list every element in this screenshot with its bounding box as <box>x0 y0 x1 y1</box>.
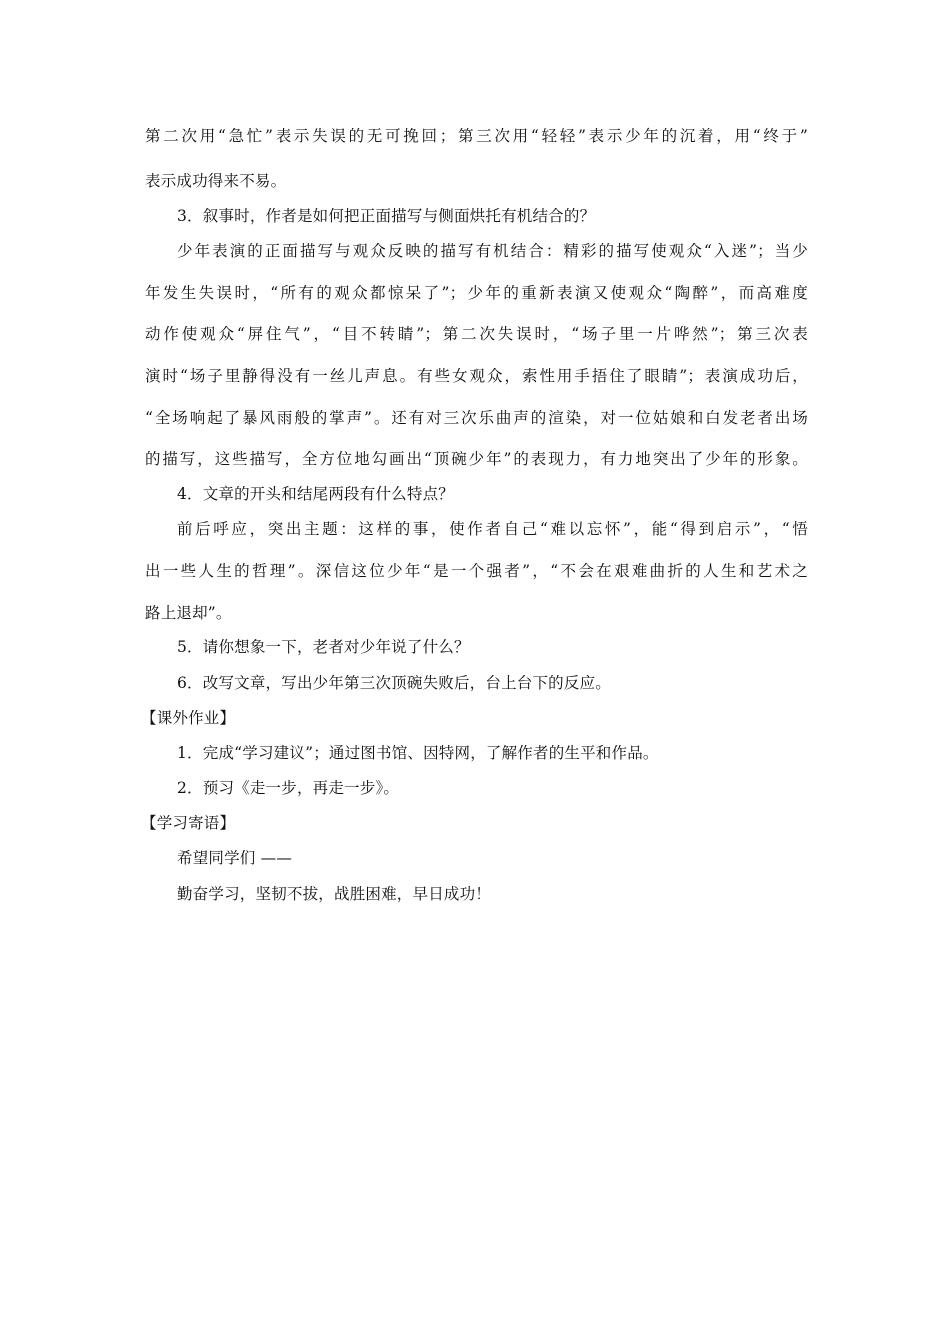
message-line: 希望同学们 —— <box>177 849 293 867</box>
message-line: 勤奋学习，坚韧不拔，战胜困难，早日成功！ <box>177 885 492 903</box>
section-heading-homework: 【课外作业】 <box>141 709 236 727</box>
text-line: 表示成功得来不易。 <box>145 172 287 190</box>
homework-item: 1．完成“学习建议”；通过图书馆、因特网，了解作者的生平和作品。 <box>177 744 659 762</box>
answer-line: 动作使观众“屏住气”，“目不转睛”；第二次失误时，“场子里一片哗然”；第三次表 <box>145 325 808 343</box>
section-heading-message: 【学习寄语】 <box>141 814 236 832</box>
question-4: 4．文章的开头和结尾两段有什么特点？ <box>177 485 454 503</box>
answer-line: 演时“场子里静得没有一丝儿声息。有些女观众，索性用手捂住了眼睛”；表演成功后， <box>145 367 808 385</box>
answer-line: 年发生失误时，“所有的观众都惊呆了”；少年的重新表演又使观众“陶醉”，而高难度 <box>145 284 808 302</box>
question-3: 3．叙事时，作者是如何把正面描写与侧面烘托有机结合的？ <box>177 207 596 225</box>
answer-line: 出一些人生的哲理”。深信这位少年“是一个强者”，“不会在艰难曲折的人生和艺术之 <box>145 562 808 580</box>
homework-item: 2．预习《走一步，再走一步》。 <box>177 779 400 797</box>
answer-line: 路上退却”。 <box>145 604 232 622</box>
question-6: 6．改写文章，写出少年第三次顶碗失败后，台上台下的反应。 <box>177 674 611 692</box>
question-5: 5．请你想象一下，老者对少年说了什么？ <box>177 638 470 656</box>
answer-line: 前后呼应，突出主题：这样的事，使作者自己“难以忘怀”，能“得到启示”，“悟 <box>177 520 808 538</box>
answer-line: 少年表演的正面描写与观众反映的描写有机结合：精彩的描写使观众“入迷”；当少 <box>177 242 808 260</box>
text-line: 第二次用“急忙”表示失误的无可挽回；第三次用“轻轻”表示少年的沉着，用“终于” <box>145 127 808 145</box>
answer-line: “全场响起了暴风雨般的掌声”。还有对三次乐曲声的渲染，对一位姑娘和白发老者出场 <box>145 409 808 427</box>
answer-line: 的描写，这些描写，全方位地勾画出“顶碗少年”的表现力，有力地突出了少年的形象。 <box>145 450 808 468</box>
